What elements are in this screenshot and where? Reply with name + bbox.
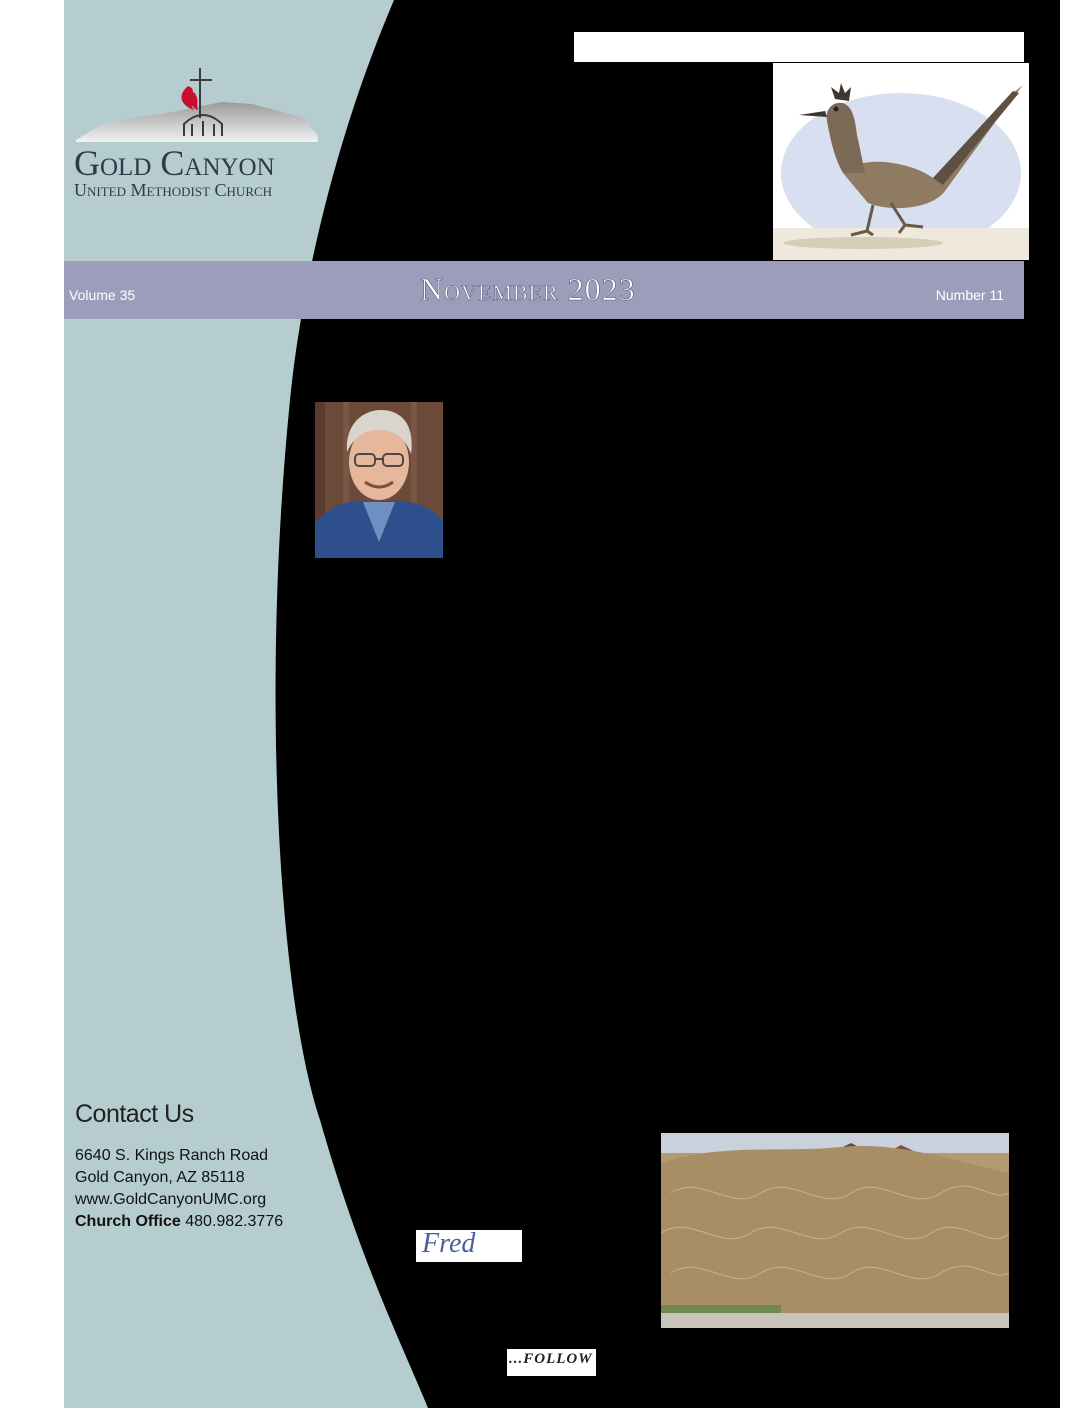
address-line-1: 6640 S. Kings Ranch Road — [75, 1147, 269, 1164]
continued-marker — [507, 1349, 596, 1376]
signature-text: Fred — [422, 1230, 476, 1259]
header-strip — [574, 32, 1024, 62]
continued-text: ...FOLLOW — [509, 1351, 593, 1367]
pastor-signature — [416, 1230, 522, 1262]
office-phone: 480.982.3776 — [185, 1213, 284, 1230]
roadrunner-illustration — [773, 63, 1029, 260]
roadrunner-icon — [773, 63, 1029, 260]
pastor-photo — [315, 402, 443, 558]
tumbleweed-photo — [661, 1133, 1009, 1328]
office-label: Church Office — [75, 1213, 181, 1230]
website-link[interactable]: www.GoldCanyonUMC.org — [75, 1191, 267, 1208]
tumbleweed-pile-icon — [661, 1133, 1009, 1328]
issue-month: November 2023 — [420, 271, 636, 307]
cross-flame-icon — [72, 66, 332, 146]
issue-number: Number 11 — [935, 287, 1004, 303]
issue-banner — [64, 261, 1024, 319]
church-subtitle: United Methodist Church — [74, 180, 273, 200]
address-line-2: Gold Canyon, AZ 85118 — [75, 1169, 245, 1186]
volume-label: Volume 35 — [69, 287, 136, 303]
person-portrait-icon — [315, 402, 443, 558]
office-phone-line — [75, 1211, 355, 1233]
contact-section — [75, 1100, 355, 1233]
contact-heading: Contact Us — [75, 1100, 194, 1128]
church-name: Gold Canyon — [74, 143, 275, 183]
church-logo — [72, 66, 332, 206]
